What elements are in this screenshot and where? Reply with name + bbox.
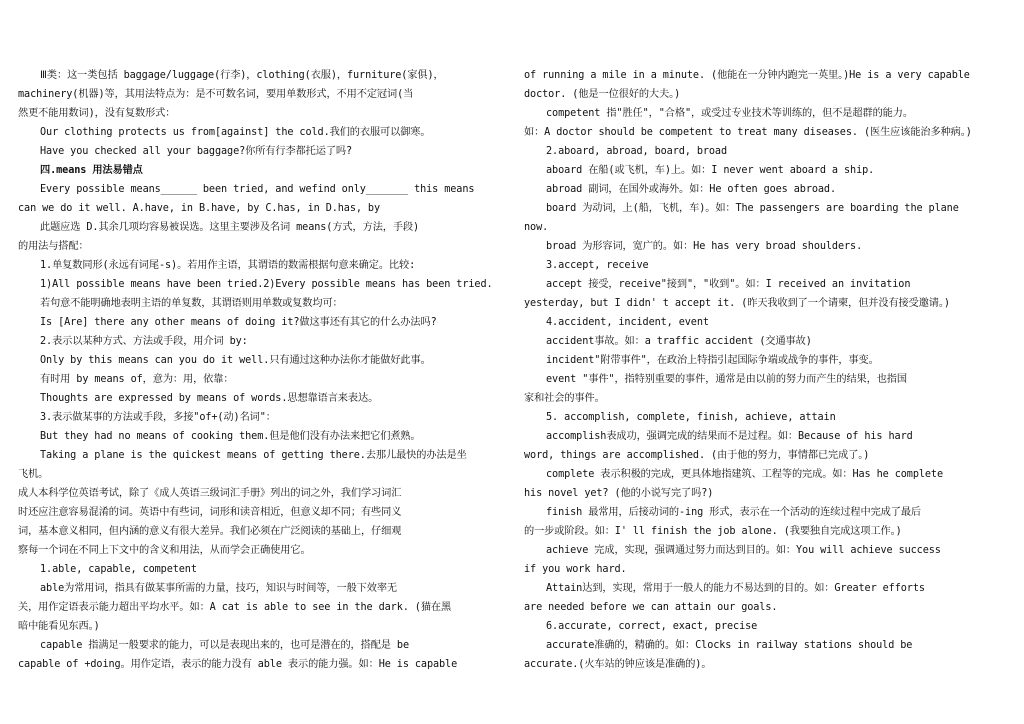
left-text-line: Our clothing protects us from[against] the cold.我们的衣服可以御寒。 — [40, 127, 431, 138]
right-text-line: 2.aboard, abroad, board, broad — [546, 146, 728, 157]
right-text-line: abroad 副词，在国外或海外。如：He often goes abroad. — [546, 184, 836, 195]
left-text-line: able为常用词，指具有做某事所需的力量，技巧，知识与时间等，一般下效率无 — [40, 583, 398, 594]
left-text-line: capable of +doing。用作定语，表示的能力没有 able 表示的能力强。如：He is capable — [18, 659, 458, 670]
right-text-line: finish 最常用，后接动词的-ing 形式，表示在一个活动的连续过程中完成了最后 — [546, 507, 922, 518]
right-text-line: accept 接受，receive"接到"，"收到"。如：I received an invitation — [546, 279, 911, 290]
right-text-line: his novel yet? (他的小说写完了吗?) — [524, 488, 714, 499]
left-text-line: Have you checked all your baggage?你所有行李都托运了吗? — [40, 146, 353, 157]
left-text-line: Every possible means______ been tried, and wefind only_______ this means — [40, 184, 475, 195]
left-text-line: 然更不能用数词)，没有复数形式： — [18, 108, 176, 119]
right-text-line: event "事件"，指特别重要的事件，通常是由以前的努力而产生的结果，也指国 — [546, 374, 907, 385]
left-text-line: 飞机。 — [18, 469, 49, 480]
right-text-line: aboard 在船(或飞机，车)上。如：I never went aboard a ship. — [546, 165, 875, 176]
right-text-line: competent 指"胜任"，"合格"，或受过专业技术等训练的，但不是超群的能力。 — [546, 108, 913, 119]
right-text-line: 家和社会的事件。 — [524, 393, 605, 404]
right-text-line: accurate准确的，精确的。如：Clocks in railway stations should be — [546, 640, 913, 651]
left-text-line: 有时用 by means of，意为：用，依靠： — [40, 374, 234, 385]
left-text-line: 2.表示以某种方式、方法或手段，用介词 by: — [40, 336, 248, 347]
left-text-line: 四.means 用法易错点 — [40, 165, 143, 176]
right-text-line: of running a mile in a minute. (他能在一分钟内跑完一英里。)He is a very capable — [524, 70, 970, 81]
right-text-line: Attain达到，实现，常用于一般人的能力不易达到的目的。如：Greater efforts — [546, 583, 925, 594]
right-text-line: 3.accept, receive — [546, 260, 649, 271]
left-text-line: 词，基本意义相同，但内涵的意义有很大差异。我们必须在广泛阅读的基础上，仔细观 — [18, 526, 402, 537]
left-column — [18, 66, 507, 674]
right-column — [524, 66, 1010, 674]
left-text-line: 的用法与搭配： — [18, 241, 89, 252]
left-text-line: 若句意不能明确地表明主语的单复数，其谓语则用单数或复数均可： — [40, 298, 343, 309]
right-text-line: accident事故。如：a traffic accident (交通事故) — [546, 336, 812, 347]
right-text-line: yesterday, but I didn' t accept it. (昨天我收到了一个请柬，但并没有接受邀请。) — [524, 298, 950, 309]
right-text-line: if you work hard. — [524, 564, 627, 575]
left-text-line: 1)All possible means have been tried.2)Every possible means has been tried. — [40, 279, 493, 290]
right-text-line: 的一步或阶段。如：I' ll finish the job alone. (我要独自完成这项工作。) — [524, 526, 902, 537]
left-text-line: 暗中能看见东西。) — [18, 621, 100, 632]
left-text-line: 时还应注意容易混淆的词。英语中有些词，词形和读音相近，但意义却不同；有些同义 — [18, 507, 402, 518]
left-text-line: capable 指满足一般要求的能力，可以是表现出来的，也可是潜在的，搭配是 be — [40, 640, 409, 651]
left-text-line: Ⅲ类：这一类包括 baggage/luggage(行李)，clothing(衣服)，furniture(家俱)， — [40, 70, 444, 81]
left-text-line: 1.单复数同形(永远有词尾-s)。若用作主语，其谓语的数需根据句意来确定。比较: — [40, 260, 416, 271]
right-text-line: doctor. (他是一位很好的大夫。) — [524, 89, 681, 100]
right-text-line: accomplish表成功，强调完成的结果而不是过程。如：Because of his hard — [546, 431, 913, 442]
left-text-line: 成人本科学位英语考试，除了《成人英语三级词汇手册》列出的词之外，我们学习词汇 — [18, 488, 402, 499]
left-text-line: But they had no means of cooking them.但是他们没有办法来把它们煮熟。 — [40, 431, 421, 442]
right-text-line: complete 表示积极的完成，更具体地指建筑、工程等的完成。如：Has he complete — [546, 469, 943, 480]
left-text-line: Thoughts are expressed by means of words.思想靠语言来表达。 — [40, 393, 379, 404]
right-text-line: now. — [524, 222, 549, 233]
left-text-line: can we do it well. A.have, in B.have, by C.has, in D.has, by — [18, 203, 381, 214]
right-text-line: accurate.(火车站的钟应该是准确的)。 — [524, 659, 712, 670]
left-text-line: 3.表示做某事的方法或手段，多接"of+(动)名词"： — [40, 412, 276, 423]
left-text-line: Is [Are] there any other means of doing it?做这事还有其它的什么办法吗? — [40, 317, 437, 328]
right-text-line: 6.accurate, correct, exact, precise — [546, 621, 758, 632]
left-text-line: 察每一个词在不同上下文中的含义和用法，从而学会正确使用它。 — [18, 545, 311, 556]
right-text-line: are needed before we can attain our goals. — [524, 602, 778, 613]
left-text-line: 关，用作定语表示能力超出平均水平。如：A cat is able to see in the dark. (猫在黑 — [18, 602, 452, 613]
right-text-line: 如：A doctor should be competent to treat many diseases. (医生应该能治多种病。) — [524, 127, 972, 138]
right-text-line: incident"附带事件"，在政治上特指引起国际争端或战争的事件，事变。 — [546, 355, 879, 366]
left-text-line: 1.able, capable, competent — [40, 564, 197, 575]
left-text-line: Taking a plane is the quickest means of getting there.去那儿最快的办法是坐 — [40, 450, 467, 461]
right-text-line: achieve 完成，实现，强调通过努力而达到目的。如：You will achieve success — [546, 545, 941, 556]
left-text-line: machinery(机器)等，其用法特点为：是不可数名词，要用单数形式，不用不定冠词(当 — [18, 89, 414, 100]
right-text-line: word, things are accomplished. (由于他的努力，事情都已完成了。) — [524, 450, 870, 461]
right-text-line: 4.accident, incident, event — [546, 317, 709, 328]
right-text-line: broad 为形容词，宽广的。如：He has very broad shoulders. — [546, 241, 863, 252]
left-text-line: Only by this means can you do it well.只有通过这种办法你才能做好此事。 — [40, 355, 431, 366]
right-text-line: board 为动词，上(船，飞机，车)。如：The passengers are boarding the plane — [546, 203, 959, 214]
right-text-line: 5. accomplish, complete, finish, achieve, attain — [546, 412, 836, 423]
left-text-line: 此题应选 D.其余几项均容易被误选。这里主要涉及名词 means(方式，方法，手段) — [40, 222, 420, 233]
